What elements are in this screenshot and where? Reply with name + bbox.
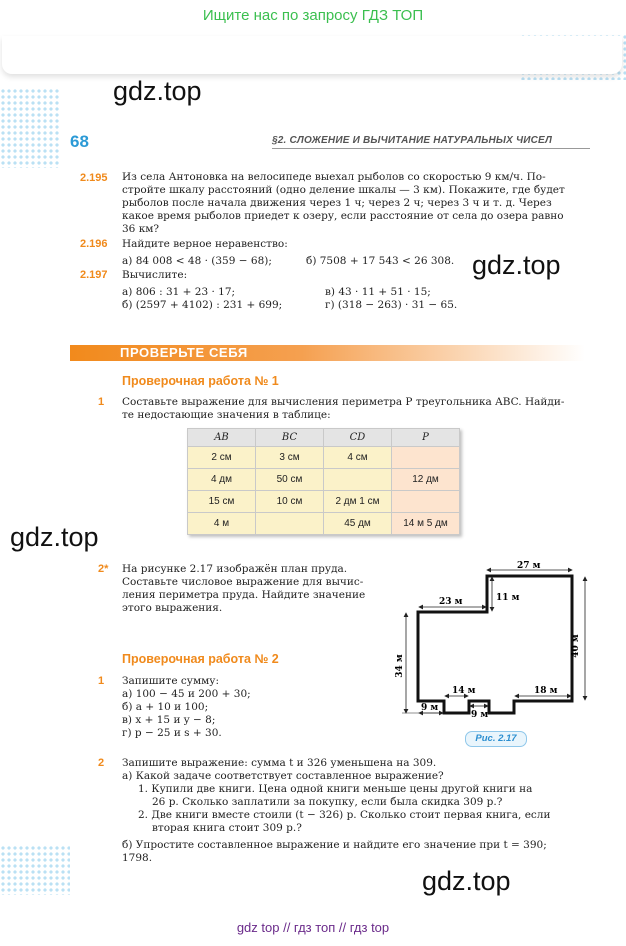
text-line: стройте шкалу расстояний (одно деление шкалы — 3 км). Покажите, где будет [122,184,565,196]
table-cell [392,447,460,469]
problem-number: 2.197 [80,269,108,281]
page-number: 68 [70,132,89,151]
text-line: те недостающие значения в таблице: [122,409,331,421]
table-header-row [188,429,460,447]
table-cell: 2 см [188,447,256,469]
watermark: gdz.top [10,522,99,552]
problem-text: Вычислите: [122,269,188,281]
text-line: вторая книга стоит 309 р.? [152,822,302,834]
table-cell: 4 м [188,513,256,535]
table-cell: 50 см [256,469,324,491]
text-line: 1798. [122,852,153,864]
table-cell: 2 дм 1 см [324,491,392,513]
watermark: gdz.top [113,76,202,106]
text-line: 2. Две книги вместе стоили (t − 326) р. Сколько стоит первая книга, если [138,809,551,821]
table-row [188,491,460,513]
dim-label: 9 м [471,710,489,720]
table-cell: 15 см [188,491,256,513]
task-number: 1 [98,675,105,687]
section-title: ПРОВЕРЬТЕ СЕБЯ [120,345,248,360]
pond-plan-figure [380,556,595,728]
text-line: этого выражения. [122,602,223,614]
dim-label: 40 м [571,634,581,658]
work-title: Проверочная работа № 1 [122,374,279,388]
text-line: Запишите сумму: [122,675,220,687]
table-cell: 4 дм [188,469,256,491]
table-cell: 12 дм [392,469,460,491]
task-text [122,675,251,740]
task-number: 2* [98,563,109,575]
top-card [2,36,622,74]
text-line: рыболов после начала движения через 1 ч; через 2 ч; через 3 ч и т. д. Через [122,197,552,209]
table-cell [324,469,392,491]
problem-item: б) 7508 + 17 543 < 26 308. [306,255,455,267]
text-line: 1. Купили две книги. Цена одной книги меньше цены другой книги на [138,783,533,795]
task-text [122,396,564,422]
column-header: P [392,429,460,447]
table-row [188,513,460,535]
problem-number: 2.196 [80,238,108,250]
figure-caption: Рис. 2.17 [465,731,527,747]
problem-item: г) (318 − 263) · 31 − 65. [325,299,458,311]
list-item: г) p − 25 и s + 30. [122,727,222,739]
table-cell: 14 м 5 дм [392,513,460,535]
dim-label: 9 м [421,703,439,713]
running-head: §2. СЛОЖЕНИЕ И ВЫЧИТАНИЕ НАТУРАЛЬНЫХ ЧИСЕЛ [272,135,590,149]
list-item: б) a + 10 и 100; [122,701,209,713]
table-cell [392,491,460,513]
table-cell: 4 см [324,447,392,469]
problem-text [122,171,565,236]
text-line: Составьте числовое выражение для вычис- [122,576,364,588]
dim-label: 18 м [534,686,558,696]
task-number: 1 [98,396,105,408]
text-line: 36 км? [122,223,160,235]
text-line: какое время рыболов приедет к озеру, если расстояние от села до озера равно [122,210,564,222]
column-header: BC [256,429,324,447]
list-item: в) x + 15 и y − 8; [122,714,216,726]
column-header: CD [324,429,392,447]
watermark: gdz.top [422,866,511,896]
text-line: б) Упростите составленное выражение и найдите его значение при t = 390; [122,839,547,851]
task-text [122,757,592,865]
table-cell: 10 см [256,491,324,513]
problem-item: а) 84 008 < 48 · (359 − 68); [122,255,272,267]
text-line: Запишите выражение: сумма t и 326 уменьшена на 309. [122,757,437,769]
list-item: а) 100 − 45 и 200 + 30; [122,688,251,700]
task-text [122,563,365,615]
column-header: AB [188,429,256,447]
text-line: На рисунке 2.17 изображён план пруда. [122,563,348,575]
footer-links[interactable]: gdz top // гдз топ // гдз top [236,920,390,935]
problem-item: б) (2597 + 4102) : 231 + 699; [122,299,283,311]
problem-item: в) 43 · 11 + 51 · 15; [325,286,431,298]
decorative-dots-left-top [0,88,60,168]
section-header [70,345,585,361]
work-title: Проверочная работа № 2 [122,652,279,666]
banner-text[interactable]: Ищите нас по запросу ГДЗ ТОП [202,7,424,24]
decorative-dots-left-bottom [0,845,70,895]
values-table [187,428,460,535]
table-cell: 3 см [256,447,324,469]
text-line: 26 р. Сколько заплатили за покупку, если была скидка 309 р.? [152,796,503,808]
problem-item: а) 806 : 31 + 23 · 17; [122,286,236,298]
text-line: ления периметра пруда. Найдите значение [122,589,366,601]
table-cell: 45 дм [324,513,392,535]
table-row [188,469,460,491]
text-line: Составьте выражение для вычисления периметра P треугольника ABC. Найди- [122,396,565,408]
watermark: gdz.top [472,250,561,280]
problem-number: 2.195 [80,172,108,184]
dim-label: 14 м [452,686,476,696]
text-line: а) Какой задаче соответствует составленное выражение? [122,770,444,782]
problem-text: Найдите верное неравенство: [122,238,288,250]
dim-label: 23 м [439,597,463,607]
text-line: Из села Антоновка на велосипеде выехал рыболов со скоростью 9 км/ч. По- [122,171,546,183]
dim-label: 34 м [395,654,405,678]
dim-label: 27 м [517,561,541,571]
table-cell [256,513,324,535]
dim-label: 11 м [496,593,520,603]
task-number: 2 [98,757,105,769]
values-table-wrap [187,428,460,535]
table-row [188,447,460,469]
